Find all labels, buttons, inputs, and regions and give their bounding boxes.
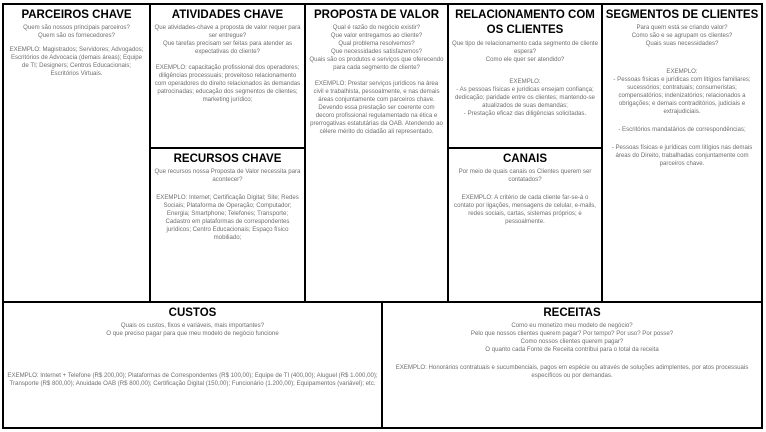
custos-questions: Quais os custos, fixos e variáveis, mais importantes? O que preciso pagar para que meu modelo de negócio funcione <box>106 322 279 337</box>
relacionamento-clientes-example: - As pessoas físicas e jurídicas ensejam confiança; dedicação; paridade entre os clientes; mantendo-se atualizados de suas demandas; - Prestação eficaz das diligências solicitadas. <box>455 86 595 117</box>
receitas-example: EXEMPLO: Honorários contratuais e sucumbenciais, pagos em espécie ou através de soluções adimplentes, por atos processuais específicos ou por demandas. <box>395 364 749 379</box>
receitas-block <box>381 301 763 429</box>
relacionamento-clientes-title: RELACIONAMENTO COM OS CLIENTES <box>455 9 595 36</box>
custos-block <box>2 301 383 429</box>
canais-questions: Por meio de quais canais os Clientes querem ser contatados? <box>458 168 592 183</box>
segmentos-clientes-item-2: - Escritórios mandatários de correspondências; <box>618 126 746 133</box>
proposta-de-valor-questions: Qual é razão do negócio existir? Que valor entregamos ao cliente? Qual problema resolvemos? Que necessidades satisfazemos? Quais são os produtos e serviços que oferecendo para cada segmento de cliente? <box>309 24 444 71</box>
relacionamento-clientes-block <box>447 3 603 149</box>
parceiros-chave-example: EXEMPLO: Magistrados; Servidores; Advogados; Escritórios de Advocacia (demais áreas); Equipe de TI; Designers; Centros Educacionais; Escritórios Virtuais. <box>9 46 144 77</box>
segmentos-clientes-item-1: - Pessoas físicas e jurídicas com litígios familiares; sucessórios; contratuais; consumeristas; compensatórios; indenizatórios; relacionados a obrigações; e demais contraditórios, judiciais e extrajudiciais. <box>613 76 751 115</box>
receitas-questions: Como eu monetizo meu modelo de negócio? Pelo que nossos clientes querem pagar? Por tempo? Por uso? Por posse? Como nossos clientes querem pagar? O quanto cada Fonte de Receita contribui para o total da receita <box>470 322 674 353</box>
recursos-chave-block <box>149 147 306 303</box>
custos-title: CUSTOS <box>168 307 217 319</box>
custos-example: EXEMPLO: Internet + Telefone (R$ 200,00); Plataformas de Correspondentes (R$ 100,00); Equipe de TI (400,00); Aluguel (R$ 1.000,00); Transporte (R$ 800,00); Anuidade OAB (R$ 800,00); Certificação Digital (150,00); Funcionário (1.200,00); Equipamentos (variável); etc. <box>7 372 378 387</box>
segmentos-clientes-item-3: - Pessoas físicas e jurídicas com litígios nas demais áreas do Direito, trabalhadas conjuntamente com parceiros chave. <box>611 144 753 167</box>
segmentos-clientes-block <box>601 3 763 303</box>
recursos-chave-questions: Que recursos nossa Proposta de Valor necessita para acontecer? <box>154 168 301 183</box>
relacionamento-clientes-example-label: EXEMPLO: <box>509 78 541 85</box>
proposta-de-valor-title: PROPOSTA DE VALOR <box>313 9 440 21</box>
relacionamento-clientes-questions: Que tipo de relacionamento cada segmento de cliente espera? Como ele quer ser atendido? <box>452 40 599 63</box>
parceiros-chave-block <box>2 3 151 303</box>
atividades-chave-block <box>149 3 306 149</box>
proposta-de-valor-block <box>304 3 449 303</box>
atividades-chave-questions: Que atividades-chave a proposta de valor requer para ser entregue? Que tarefas precisam ser feitas para atender as expectativas do cliente? <box>154 24 301 55</box>
receitas-title: RECEITAS <box>543 307 601 319</box>
atividades-chave-example: EXEMPLO: capacitação profissional dos operadores; diligências processuais; proveitoso relacionamento com operadores do direito relacionados às demandas patrocinadas; educação dos segmentos de clientes; marketing jurídico; <box>154 64 301 103</box>
segmentos-clientes-questions: Para quem está se criando valor? Como são e se agrupam os clientes? Quais suas necessidades? <box>631 24 733 47</box>
recursos-chave-example: EXEMPLO: Internet; Certificação Digital; Site; Redes Sociais; Plataforma de Operação; Computador; Energia; Smartphone; Telefones; Transporte; Cadastro em plataformas de correspondentes jurídicos; Centro Educacionais; Espaço físico mobiliado; <box>156 194 299 241</box>
atividades-chave-title: ATIVIDADES CHAVE <box>171 9 284 21</box>
canais-title: CANAIS <box>502 153 548 165</box>
segmentos-clientes-title: SEGMENTOS DE CLIENTES <box>605 9 759 21</box>
segmentos-clientes-example-label: EXEMPLO: <box>666 68 698 75</box>
parceiros-chave-questions: Quem são nossos principais parceiros? Quem são os fornecedores? <box>23 24 130 39</box>
canais-example: EXEMPLO: A critério de cada cliente far-se-á o contato por ligações, mensagens de celular, e-mails, redes sociais, cartas, sistemas próprios; e pessoalmente. <box>454 194 596 225</box>
canais-block <box>447 147 603 303</box>
recursos-chave-title: RECURSOS CHAVE <box>173 153 282 165</box>
parceiros-chave-title: PARCEIROS CHAVE <box>21 9 132 21</box>
proposta-de-valor-example: EXEMPLO: Prestar serviços jurídicos na área civil e trabalhista, pessoalmente, e nas demais áreas conjuntamente com parceiros chave. Devendo essa prestação ser coerente com decoro profissional regulamentado na ética e prerrogativas estatutárias da OAB. Atendendo ao célere mérito do cidadão ali representado. <box>310 80 443 135</box>
